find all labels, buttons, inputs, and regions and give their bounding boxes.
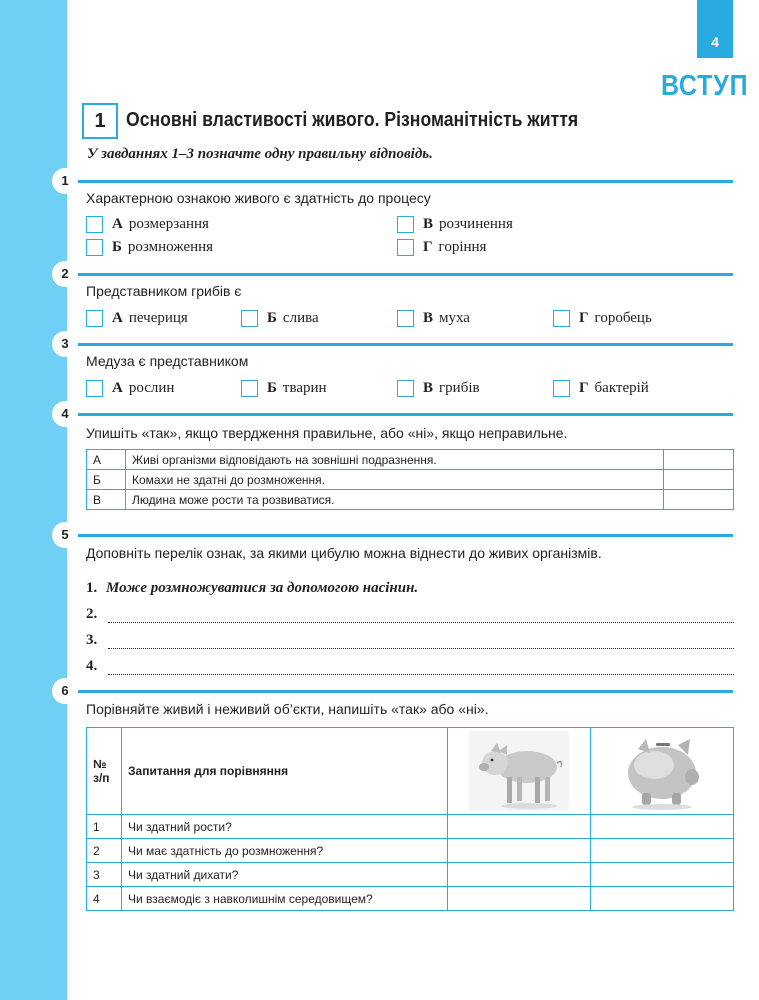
- task-number-badge: 2: [52, 261, 78, 287]
- statement-cell: Живі організми відповідають на зовнішні подразнення.: [126, 450, 664, 470]
- answer-option[interactable]: Г горобець: [553, 308, 652, 328]
- task-divider: [67, 343, 733, 346]
- answer-cell[interactable]: [591, 815, 734, 839]
- checkbox[interactable]: [86, 380, 103, 397]
- task-divider: [67, 690, 733, 693]
- task-divider: [67, 413, 733, 416]
- task-divider: [67, 180, 733, 183]
- comparison-table: [86, 727, 734, 911]
- answer-option[interactable]: А розмерзання: [86, 214, 209, 234]
- table-row: [87, 815, 734, 839]
- lesson-title: Основні властивості живого. Різноманітність життя: [126, 109, 579, 131]
- statement-cell: Людина може рости та розвиватися.: [126, 490, 664, 510]
- column-header-question: Запитання для порівняння: [122, 728, 448, 815]
- question-cell: Чи здатний рости?: [122, 815, 448, 839]
- task-number-badge: 5: [52, 522, 78, 548]
- answer-option[interactable]: Б слива: [241, 308, 319, 328]
- task-question: Характерною ознакою живого є здатність до процесу: [86, 190, 431, 206]
- checkbox[interactable]: [397, 216, 414, 233]
- answer-option[interactable]: В грибів: [397, 378, 480, 398]
- question-cell: Чи здатний дихати?: [122, 863, 448, 887]
- pig-image-cell: [448, 728, 591, 815]
- answer-option[interactable]: Б розмноження: [86, 237, 213, 257]
- table-row: [87, 839, 734, 863]
- answer-option[interactable]: Г горіння: [397, 237, 486, 257]
- task-question: Упишіть «так», якщо твердження правильне, або «ні», якщо неправильне.: [86, 425, 568, 441]
- piggy-bank-image-cell: [591, 728, 734, 815]
- question-cell: Чи взаємодіє з навколишнім середовищем?: [122, 887, 448, 911]
- question-cell: Чи має здатність до розмноження?: [122, 839, 448, 863]
- instruction-text: У завданнях 1–3 позначте одну правильну відповідь.: [87, 146, 433, 162]
- list-item[interactable]: [86, 629, 734, 649]
- side-color-bar: [0, 0, 67, 1000]
- answer-option[interactable]: А печериця: [86, 308, 188, 328]
- table-header-row: [87, 728, 734, 815]
- answer-line[interactable]: [108, 608, 734, 623]
- answer-cell[interactable]: [591, 839, 734, 863]
- row-number: 1: [87, 815, 122, 839]
- item-number: 4.: [86, 658, 98, 674]
- task-divider: [67, 534, 733, 537]
- list-item: [86, 577, 734, 597]
- checkbox[interactable]: [241, 380, 258, 397]
- task-divider: [67, 273, 733, 276]
- answer-cell[interactable]: [664, 470, 734, 490]
- row-number: 4: [87, 887, 122, 911]
- piggy-bank-photo: [620, 731, 704, 811]
- checkbox[interactable]: [86, 310, 103, 327]
- item-text: Може розмножуватися за допомогою насінин.: [106, 580, 419, 596]
- item-number: 1.: [86, 580, 98, 596]
- task-number-badge: 3: [52, 331, 78, 357]
- list-item[interactable]: [86, 603, 734, 623]
- answer-cell[interactable]: [591, 887, 734, 911]
- task-number-badge: 1: [52, 168, 78, 194]
- checkbox[interactable]: [553, 380, 570, 397]
- table-row: [87, 450, 734, 470]
- page-number-tab: 4: [697, 0, 733, 58]
- row-letter: А: [87, 450, 126, 470]
- answer-cell[interactable]: [591, 863, 734, 887]
- answer-cell[interactable]: [664, 450, 734, 470]
- section-heading: ВСТУП: [661, 70, 749, 102]
- column-header-number: № з/п: [87, 728, 122, 815]
- pig-photo: [469, 731, 569, 811]
- checkbox[interactable]: [397, 310, 414, 327]
- task-number-badge: 6: [52, 678, 78, 704]
- answer-line[interactable]: [108, 660, 734, 675]
- task-question: Порівняйте живий і неживий об’єкти, напишіть «так» або «ні».: [86, 701, 489, 717]
- statement-cell: Комахи не здатні до розмноження.: [126, 470, 664, 490]
- checkbox[interactable]: [397, 239, 414, 256]
- answer-option[interactable]: Б тварин: [241, 378, 327, 398]
- task-question: Доповніть перелік ознак, за якими цибулю можна віднести до живих організмів.: [86, 545, 602, 561]
- task-number-badge: 4: [52, 401, 78, 427]
- checkbox[interactable]: [86, 216, 103, 233]
- checkbox[interactable]: [553, 310, 570, 327]
- checkbox[interactable]: [86, 239, 103, 256]
- task-question: Представником грибів є: [86, 283, 242, 299]
- answer-cell[interactable]: [448, 815, 591, 839]
- answer-line[interactable]: [108, 634, 734, 649]
- row-number: 2: [87, 839, 122, 863]
- task-question: Медуза є представником: [86, 353, 249, 369]
- row-number: 3: [87, 863, 122, 887]
- table-row: [87, 470, 734, 490]
- table-row: [87, 863, 734, 887]
- row-letter: В: [87, 490, 126, 510]
- answer-option[interactable]: Г бактерій: [553, 378, 649, 398]
- row-letter: Б: [87, 470, 126, 490]
- answer-option[interactable]: А рослин: [86, 378, 174, 398]
- item-number: 2.: [86, 606, 98, 622]
- lesson-number: 1: [82, 103, 118, 139]
- true-false-table: [86, 449, 734, 510]
- answer-cell[interactable]: [664, 490, 734, 510]
- answer-cell[interactable]: [448, 887, 591, 911]
- table-row: [87, 887, 734, 911]
- checkbox[interactable]: [241, 310, 258, 327]
- list-item[interactable]: [86, 655, 734, 675]
- table-row: [87, 490, 734, 510]
- checkbox[interactable]: [397, 380, 414, 397]
- answer-cell[interactable]: [448, 839, 591, 863]
- answer-option[interactable]: В муха: [397, 308, 470, 328]
- item-number: 3.: [86, 632, 98, 648]
- answer-cell[interactable]: [448, 863, 591, 887]
- answer-option[interactable]: В розчинення: [397, 214, 513, 234]
